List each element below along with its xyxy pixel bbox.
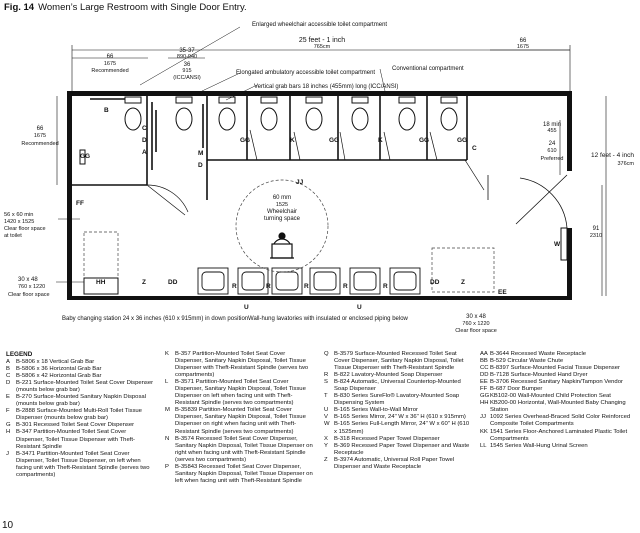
dim-clear-56x60-note: Clear floor space [4,226,46,232]
legend-item [480,372,634,379]
legend-item [6,366,154,373]
legend-item [6,380,154,394]
legend-text: B-165 Series Full-Length Mirror, 24" W x 60" H (610 x 1525mm) [334,421,470,435]
callout-lavatories: Wall-hung lavatories with insulated or enclosed piping below [248,316,408,322]
legend-column-3 [324,351,472,471]
legend-text: B-270 Surface-Mounted Sanitary Napkin Disposal (mounts below grab bar) [16,394,146,408]
legend-text: B-687 Door Bumper [490,386,543,393]
label-jj: JJ [296,179,304,186]
label-u-2: U [357,304,362,311]
label-dd-right: DD [430,279,440,286]
legend-item [324,393,472,407]
legend-item [324,372,472,379]
legend-key: K [165,351,169,357]
legend-key: G [6,422,11,429]
label-z-right: Z [461,279,465,286]
legend-key: R [324,372,329,379]
legend-item [480,443,634,450]
legend-key: FF [480,386,488,393]
dim-clear-left-30x48-note: Clear floor space [8,292,50,298]
turning-space-label-2: turning space [263,216,301,222]
legend-key: CC [480,365,489,372]
legend-key: M [165,407,170,414]
stall-doors [147,130,484,215]
legend-key: BB [480,358,488,365]
label-gg-3: GG [329,137,340,144]
dim-overall-depth-metric: 376cm [617,161,634,167]
dim-side-66-note: Recommended [21,141,59,147]
legend-column-4 [480,351,634,450]
legend-key: GG [480,393,490,400]
legend-key: F [6,408,10,415]
legend-key: X [324,435,328,442]
legend-heading: LEGEND [6,351,33,358]
legend-text: 1545 Series Wall-Hung Urinal Screen [490,442,588,449]
legend-item [480,429,634,443]
legend-key: U [324,407,329,414]
label-r-5: R [383,283,388,290]
legend-text: B-3974 Automatic, Universal Roll Paper Towel Dispenser and Waste Receptacle [334,456,455,470]
legend-text: B-357 Partition-Mounted Toilet Seat Cover Dispenser, Sanitary Napkin Disposal, Toilet Tissue Dispenser with Theft-Resistant Spindle (serves two compartments) [175,351,309,379]
legend-item [165,436,313,464]
dim-side-66-metric: 1675 [33,133,47,139]
legend-key: Y [324,442,328,449]
label-c-right: C [472,145,477,152]
legend-item [324,351,472,372]
legend-text: B-3706 Recessed Sanitary Napkin/Tampon Vendor [490,379,623,386]
legend-item [6,373,154,380]
legend-item [6,408,154,422]
dim-36-note: (ICC/ANSI) [173,75,201,81]
legend-text: 1541 Series Floor-Anchored Laminated Plastic Toilet Compartments [490,428,628,442]
legend-text: B-830 Series SureFlo® Lavatory-Mounted Soap Dispensing System [334,393,460,407]
legend-item [480,400,634,414]
legend-item [480,365,634,372]
legend-key: D [6,380,11,387]
dim-left-66-metric: 1675 [103,61,117,67]
dimension-lines [57,45,606,296]
legend-text: B-822 Lavatory-Mounted Soap Dispenser [334,372,443,379]
legend-text: B-3644 Recessed Waste Receptacle [490,351,587,357]
dim-clear-right-30x48-metric: 760 x 1220 [462,321,490,327]
dim-left-66: 66 [106,54,114,60]
dim-clear-left-30x48-metric: 760 x 1220 [18,284,46,290]
legend-key: LL [480,442,487,449]
legend-text: B-3471 Partition-Mounted Toilet Seat Cover Dispenser, Toilet Tissue Dispenser, on left when facing unit with Theft-Resistant Spindle (serves two compartments) [16,450,150,478]
page-number: 10 [2,520,14,531]
callout-elongated-compartment: Elongated ambulatory accessible toilet compartment [236,70,376,76]
label-ff: FF [76,200,84,207]
legend-column-2 [165,351,313,485]
legend-key: S [324,379,328,386]
label-m-stall: M [198,150,204,157]
turning-space-label-1: Wheelchair [266,209,298,215]
legend-item [6,422,154,429]
dim-left-66-note: Recommended [91,68,129,74]
dim-right-66: 66 [519,38,527,44]
legend-text: B-318 Recessed Paper Towel Dispenser [334,435,440,442]
legend-item [480,386,634,393]
wall-mirror-right [80,150,567,260]
turning-space-size: 60 mm [272,195,292,201]
legend-key: Q [324,351,329,357]
legend-text: B-529 Circular Waste Chute [490,358,564,365]
label-gg-left: GG [80,153,91,160]
legend-text: B-35839 Partition-Mounted Toilet Seat Cover Dispenser, Sanitary Napkin Disposal, Toilet Tissue Dispenser on right when facing unit with Theft-Resistant Spindle (serves two compartments) [175,407,306,435]
legend-text: B-8397 Surface-Mounted Facial Tissue Dispenser [490,365,620,372]
legend-text: B-5806 x 36 Horizontal Grab Bar [16,366,102,373]
dim-24-metric: 610 [547,148,557,154]
legend-key: T [324,393,328,400]
dim-36: 36 [183,62,191,68]
callout-baby-station: Baby changing station 24 x 36 inches (610 x 915mm) in down position [62,316,249,322]
figure-caption: Women’s Large Restroom with Single Door Entry. [38,2,247,13]
legend-key: DD [480,372,489,379]
legend-text: B-5806 x 42 Horizontal Grab Bar [16,373,102,380]
label-k-2: K [378,137,383,144]
legend-text: B-3571 Partition-Mounted Toilet Seat Cover Dispenser, Sanitary Napkin Disposal, Toilet Tissue Dispenser on left when facing unit with Theft-Resistant Spindle (serves two compartments) [175,379,306,407]
toilets [125,97,457,130]
legend-item [6,451,154,479]
dim-18min: 18 min [542,122,562,128]
label-w: W [554,241,561,248]
dim-24-note: Preferred [540,156,564,162]
legend-key: P [165,463,169,470]
label-gg-2: GG [240,137,251,144]
legend-column-1 [6,359,154,479]
label-ee: EE [498,289,507,296]
legend-text: 1092 Series Overhead-Braced Solid Color Reinforced Composite Toilet Compartments [490,414,631,428]
lavatories [198,268,420,294]
legend-text: B-3579 Surface-Mounted Recessed Toilet Seat Cover Dispenser, Sanitary Napkin Disposal, Toilet Tissue Dispenser with Theft-Resistant Spindle [334,351,464,372]
legend-key: W [324,421,330,428]
dim-35-37-metric: 890-940 [176,54,198,60]
legend-text: KB200-00 Horizontal, Wall-Mounted Baby Changing Station [490,400,626,414]
wheelchair-icon [270,233,294,258]
dim-overall-width: 25 feet - 1 inch [298,37,346,44]
legend-item [480,414,634,428]
legend-item [480,358,634,365]
label-dd-left: DD [168,279,178,286]
legend-key: EE [480,379,488,386]
legend-key: H [6,429,11,436]
dim-overall-width-metric: 765cm [313,44,331,50]
legend-text: KB102-00 Wall-Mounted Child Protection Seat [490,393,611,400]
callout-enlarged-compartment: Enlarged wheelchair accessible toilet compartment [252,22,388,28]
label-gg-5: GG [457,137,468,144]
legend-item [165,407,313,435]
label-a: A [142,149,147,156]
legend-key: J [6,450,9,457]
dim-35-37: 35-37 [179,48,195,54]
legend-key: L [165,379,169,386]
label-hh: HH [96,279,106,286]
legend-text: B-369 Recessed Paper Towel Dispenser and Waste Receptacle [334,442,470,456]
callout-conventional-compartment: Conventional compartment [392,66,464,72]
label-b: B [104,107,109,114]
legend-text: B-7128 Surface-Mounted Hand Dryer [490,372,588,379]
dim-36-metric: 915 [182,68,192,74]
dim-91: 91 [592,226,600,232]
dim-24: 24 [548,141,556,147]
legend-item [324,443,472,457]
label-r-1: R [232,283,237,290]
label-z-left: Z [142,279,146,286]
callout-vertical-grab-bars: Vertical grab bars 18 inches (455mm) long (ICC/ANSI) [254,84,399,90]
legend-item [324,436,472,443]
label-r-2: R [266,283,271,290]
dim-clear-right-30x48: 30 x 48 [466,314,486,320]
label-d: D [142,137,147,144]
legend-text: B-824 Automatic, Universal Countertop-Mounted Soap Dispenser [334,379,461,393]
legend-text: B-165 Series Mirror, 24" W x 36" H (610 x 915mm) [334,414,466,421]
legend-item [165,351,313,379]
dim-18min-metric: 455 [547,128,557,134]
legend-item [324,421,472,435]
legend-item [6,429,154,450]
door-entry [488,175,567,228]
legend-text: B-3574 Recessed Toilet Seat Cover Dispenser, Sanitary Napkin Disposal, Toilet Tissue Dispenser on right when facing unit with Theft-Resistant Spindle (serves two compartments) [175,435,313,463]
dim-right-66-metric: 1675 [516,44,530,50]
dim-clear-56x60: 56 x 60 min [4,212,34,218]
legend-key: AA [480,351,488,357]
legend-text: B-221 Surface-Mounted Toilet Seat Cover Dispenser (mounts below grab bar) [16,380,154,394]
label-r-4: R [343,283,348,290]
legend-key: HH [480,400,489,407]
label-k-1: K [290,137,295,144]
legend-item [165,464,313,485]
legend-text: B-2888 Surface-Mounted Multi-Roll Toilet Tissue Dispenser (mounts below grab bar) [16,408,142,422]
legend-key: V [324,414,328,421]
dim-clear-56x60-metric: 1420 x 1525 [4,219,35,225]
legend-key: B [6,366,10,373]
dim-clear-56x60-note-2: at toilet [4,233,22,239]
dim-overall-depth: 12 feet - 4 inch [591,152,634,159]
legend-item [480,393,634,400]
legend-text: B-165 Series Wall-to-Wall Mirror [334,407,419,414]
legend-key: JJ [480,414,486,421]
legend-key: Z [324,456,328,463]
figure-number: Fig. 14 [4,2,35,13]
label-r-3: R [304,283,309,290]
label-u-1: U [244,304,249,311]
legend-key: N [165,435,170,442]
dim-clear-left-30x48: 30 x 48 [18,277,38,283]
dim-91-metric: 2310 [589,233,603,239]
turning-space-metric: 1525 [275,202,289,208]
dim-side-66: 66 [36,126,44,132]
label-gg-4: GG [419,137,430,144]
legend-item [6,359,154,366]
legend-key: E [6,394,10,401]
legend-item [480,379,634,386]
legend-item [480,351,634,358]
dim-clear-right-30x48-note: Clear floor space [455,328,497,334]
legend-key: C [6,373,11,380]
legend-key: KK [480,428,488,435]
legend-text: B-347 Partition-Mounted Toilet Seat Cover Dispenser, Toilet Tissue Dispenser with Theft-Resistant Spindle [16,429,135,450]
legend-key: A [6,359,10,365]
legend-text: B-35843 Recessed Toilet Seat Cover Dispenser, Sanitary Napkin Disposal, Toilet Tissue Dispenser on left when facing unit with Theft-Resistant Spindle [175,463,313,484]
legend-item [165,379,313,407]
label-c: C [142,125,147,132]
legend-item [324,407,472,414]
legend-text: B-301 Recessed Toilet Seat Cover Dispenser [16,422,135,429]
legend-item [6,394,154,408]
legend-item [324,414,472,421]
legend-text: B-5806 x 18 Vertical Grab Bar [16,359,95,365]
label-d-stall: D [198,162,203,169]
legend-item [324,457,472,471]
legend-item [324,379,472,393]
